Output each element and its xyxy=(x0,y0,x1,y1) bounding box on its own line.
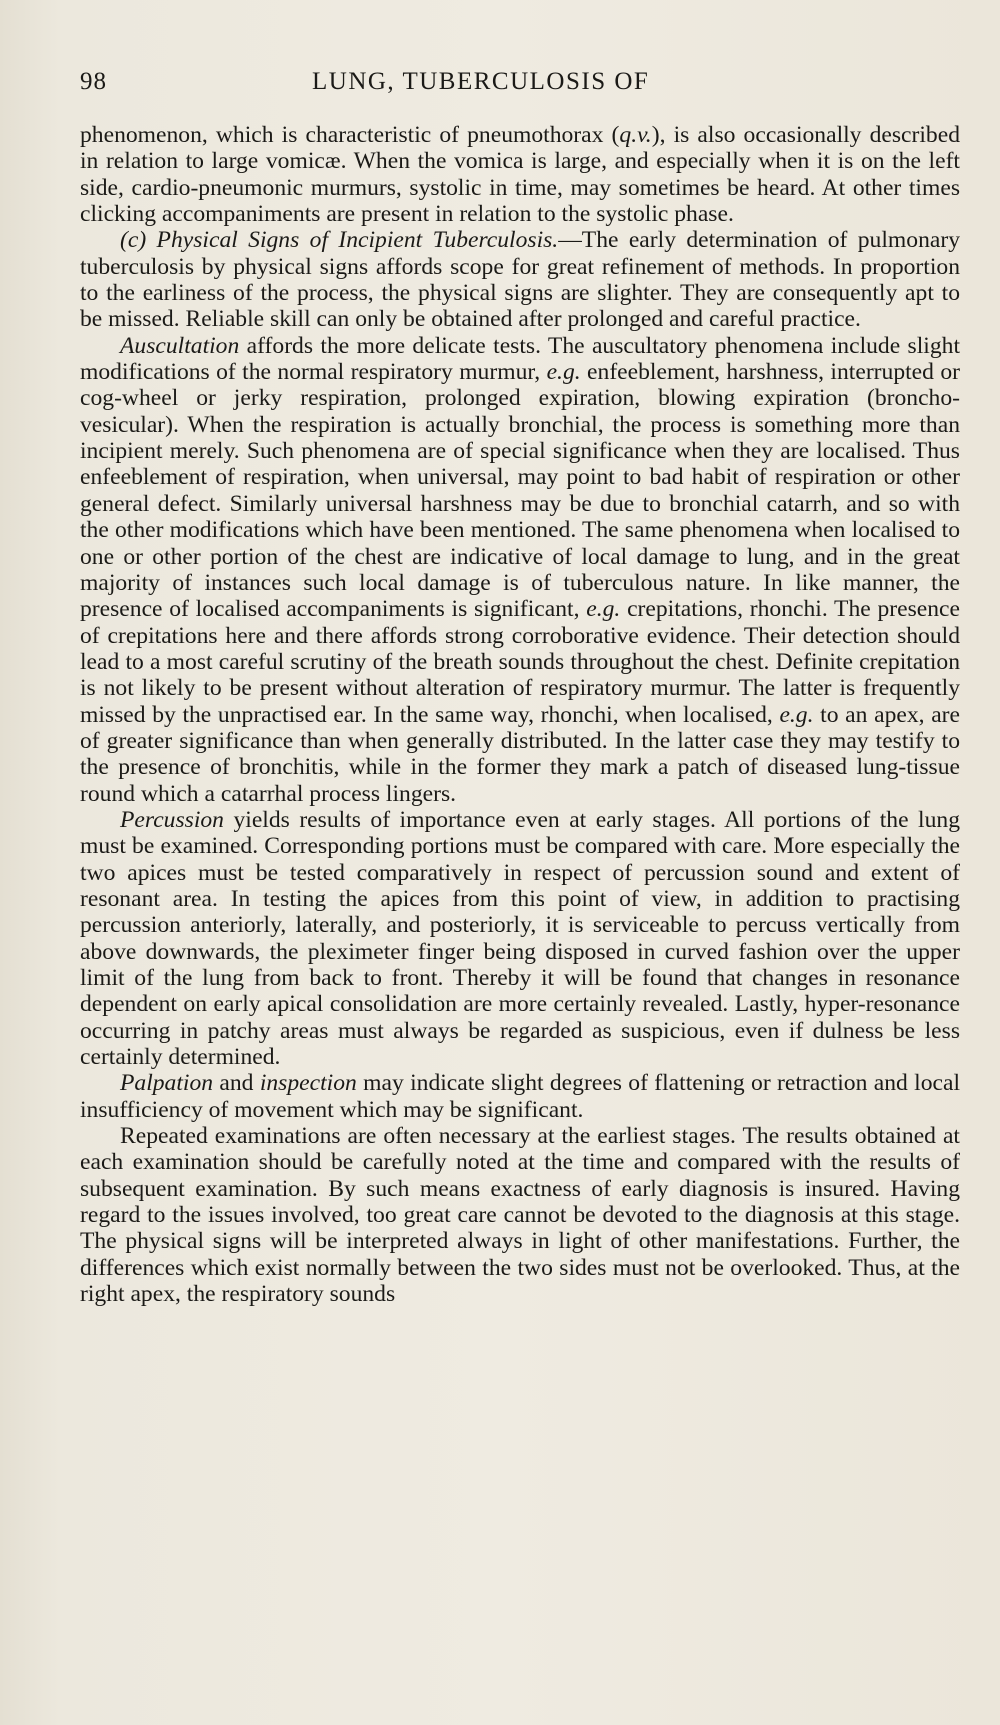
paragraph-repeated-examinations xyxy=(80,1123,960,1307)
paragraph-percussion xyxy=(80,807,960,1070)
text-run: Repeated examinations are often necessary at the earliest stages. The results obtained at each examination should be carefully noted at the time and compared with the results of subsequent examination. By such means exactness of early diagnosis is insured. Having regard to the issues involved, too great care cannot be devoted to the diagnosis at this stage. The physical signs will be interpreted always in light of other manifestations. Further, the differences which exist normally between the two sides must not be overlooked. Thus, at the right apex, the respiratory sounds xyxy=(80,1123,960,1308)
text-run: —The early determination of pulmonary tuberculosis by physical signs affords scope for great refinement of methods. In proportion to the earliness of the process, the physical signs are slighter. They are consequently apt to be missed. Reliable skill can only be obtained after prolonged and careful practice. xyxy=(80,227,960,333)
text-run: affords the more delicate tests. The auscultatory phenomena include slight modifications of the normal respiratory murmur, xyxy=(80,332,960,386)
paragraph-palpation-inspection xyxy=(80,1070,960,1123)
paragraph-incipient-tuberculosis xyxy=(80,227,960,332)
term-auscultation: Auscultation xyxy=(120,332,240,359)
page-number: 98 xyxy=(80,68,107,95)
section-heading-incipient: (c) Physical Signs of Incipient Tuberculosis. xyxy=(120,227,559,254)
running-head xyxy=(80,62,960,106)
term-percussion: Percussion xyxy=(120,806,224,833)
text-run: may indicate slight degrees of flattening or retraction and local insufficiency of movement which may be significant. xyxy=(80,1070,960,1123)
text-run: to an apex, are of greater significance than when generally distributed. In the latter case they may testify to the presence of bronchitis, while in the former they mark a patch of diseased lung-tissue round which a catarrhal process lingers. xyxy=(80,701,960,807)
text-run: crepitations, rhonchi. The presence of crepitations here and there affords strong corroborative evidence. Their detection should lead to a most careful scrutiny of the breath sounds throughout the chest. Definite crepitation is not likely to be present without alteration of respiratory murmur. The latter is frequently missed by the unpractised ear. In the same way, rhonchi, when localised, xyxy=(80,596,960,728)
paragraph-auscultation xyxy=(80,333,960,807)
text-run: and xyxy=(213,1070,260,1097)
paragraph-pneumothorax-continuation xyxy=(80,122,960,227)
text-run: phenomenon, which is characteristic of pneumothorax ( xyxy=(80,122,620,148)
text-run: yields results of importance even at early stages. All portions of the lung must be examined. Corresponding portions must be compared with care. More especially the two apices must be tested comparatively in respect of percussion sound and extent of resonant area. In testing the apices from this point of view, in addition to practising percussion anteriorly, laterally, and posteriorly, it is serviceable to percuss vertically from above downwards, the pleximeter finger being disposed in curved fashion over the upper limit of the lung from back to front. Thereby it will be found that changes in resonance dependent on early apical consolidation are more certainly revealed. Lastly, hyper-resonance occurring in patchy areas must always be regarded as suspicious, even if dulness be less certainly determined. xyxy=(80,806,960,1071)
eg-abbreviation: e.g. xyxy=(779,701,814,728)
running-title: LUNG, TUBERCULOSIS OF xyxy=(312,68,650,95)
body-text xyxy=(80,122,960,1307)
term-inspection: inspection xyxy=(259,1070,357,1097)
qv-abbreviation: q.v. xyxy=(619,122,652,148)
eg-abbreviation: e.g. xyxy=(546,359,581,386)
eg-abbreviation: e.g. xyxy=(586,596,621,623)
term-palpation: Palpation xyxy=(120,1070,214,1097)
text-run: ), is also occasionally described in relation to large vomicæ. When the vomica is large, and especially when it is on the left side, cardio-pneumonic murmurs, systolic in time, may sometimes be heard. At other times clicking accompaniments are present in relation to the systolic phase. xyxy=(80,122,960,228)
text-run: enfeeblement, harshness, interrupted or cog-wheel or jerky respiration, prolonged expiration, blowing expiration (broncho-vesicular). When the respiration is actually bronchial, the process is something more than incipient merely. Such phenomena are of special significance when they are localised. Thus enfeeblement of respiration, when universal, may point to bad habit of respiration or other general defect. Similarly universal harshness may be due to bronchial catarrh, and so with the other modifications which have been mentioned. The same phenomena when localised to one or other portion of the chest are indicative of local damage to lung, and in the great majority of instances such local damage is of tuberculous nature. In like manner, the presence of localised accompaniments is significant, xyxy=(80,359,960,623)
